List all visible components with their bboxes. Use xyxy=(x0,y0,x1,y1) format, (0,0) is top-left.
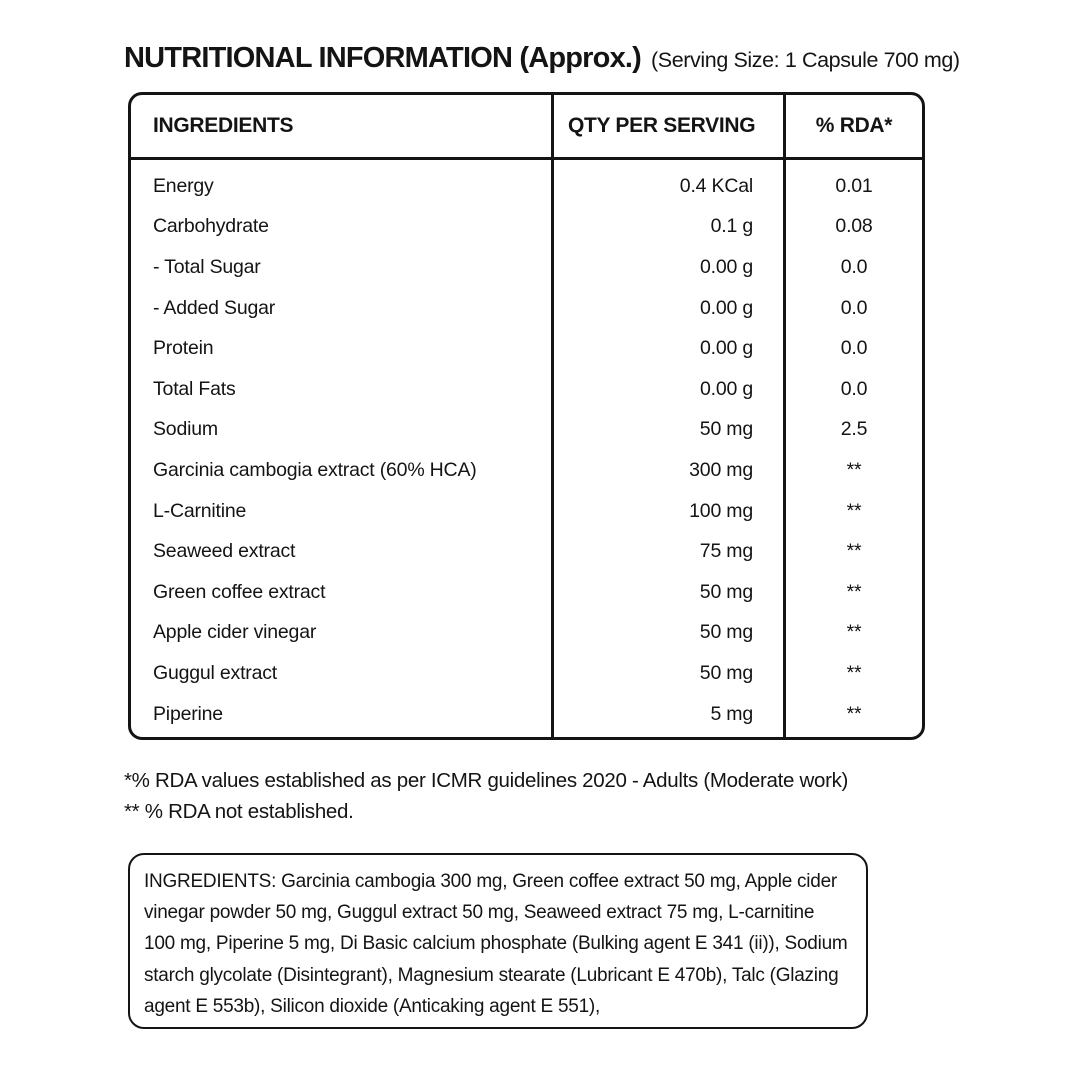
column-header-qty-per-serving: QTY PER SERVING xyxy=(568,114,756,137)
ingredient-name: Energy xyxy=(153,174,214,197)
column-divider-1 xyxy=(551,95,554,737)
ingredient-name: Carbohydrate xyxy=(153,215,269,238)
ingredient-qty: 0.00 g xyxy=(699,377,753,400)
ingredient-rda: 0.0 xyxy=(840,337,868,360)
ingredient-name: Protein xyxy=(153,337,214,360)
ingredient-name: Seaweed extract xyxy=(153,540,296,563)
ingredient-qty: 75 mg xyxy=(699,540,753,563)
ingredient-name: Sodium xyxy=(153,418,218,441)
ingredient-rda: 0.0 xyxy=(840,255,868,278)
ingredients-list-text: INGREDIENTS: Garcinia cambogia 300 mg, Green coffee extract 50 mg, Apple cider vinegar powder 50 mg, Guggul extract 50 mg, Seaweed extract 75 mg, L-carnitine 100 mg, Piperine 5 mg, Di Basic calcium phosphate (Bulking agent E 341 (ii)), Sodium starch glycolate (Disintegrant), Magnesium stearate (Lubricant E 470b), Talc (Glazing agent E 553b), Silicon dioxide (Anticaking agent E 551), xyxy=(144,871,848,1017)
ingredient-rda: ** xyxy=(846,621,862,644)
ingredient-qty: 50 mg xyxy=(699,418,753,441)
ingredient-qty: 100 mg xyxy=(689,499,753,522)
table-row xyxy=(131,207,922,248)
table-row xyxy=(131,369,922,410)
ingredient-name: - Added Sugar xyxy=(153,296,276,319)
table-row xyxy=(131,491,922,532)
table-row xyxy=(131,166,922,207)
ingredient-rda: ** xyxy=(846,702,862,725)
ingredient-rda: 0.08 xyxy=(835,215,873,238)
ingredient-rda: 0.0 xyxy=(840,377,868,400)
table-row xyxy=(131,328,922,369)
serving-size-label: (Serving Size: 1 Capsule 700 mg) xyxy=(651,48,960,72)
table-body xyxy=(131,160,922,734)
ingredient-qty: 50 mg xyxy=(699,580,753,603)
ingredient-qty: 50 mg xyxy=(699,661,753,684)
table-row xyxy=(131,450,922,491)
ingredient-name: - Total Sugar xyxy=(153,255,261,278)
nutrition-table xyxy=(128,92,925,740)
column-header-ingredients: INGREDIENTS xyxy=(153,114,294,137)
ingredient-rda: ** xyxy=(846,661,862,684)
table-row xyxy=(131,694,922,735)
table-row xyxy=(131,247,922,288)
page-title: NUTRITIONAL INFORMATION (Approx.) xyxy=(124,42,642,74)
ingredients-box xyxy=(128,853,868,1029)
ingredient-name: Piperine xyxy=(153,702,223,725)
ingredient-name: Apple cider vinegar xyxy=(153,621,317,644)
column-divider-2 xyxy=(783,95,786,737)
ingredient-name: Green coffee extract xyxy=(153,580,326,603)
ingredient-qty: 0.1 g xyxy=(710,215,753,238)
table-row xyxy=(131,410,922,451)
page-title-row xyxy=(124,42,960,75)
ingredient-rda: ** xyxy=(846,499,862,522)
footnote-rda-established: *% RDA values established as per ICMR guidelines 2020 - Adults (Moderate work) xyxy=(124,769,849,792)
footnotes xyxy=(124,765,848,827)
ingredient-qty: 50 mg xyxy=(699,621,753,644)
ingredient-rda: 0.0 xyxy=(840,296,868,319)
table-row xyxy=(131,531,922,572)
ingredient-qty: 0.00 g xyxy=(699,296,753,319)
ingredient-rda: 2.5 xyxy=(840,418,868,441)
ingredient-name: Garcinia cambogia extract (60% HCA) xyxy=(153,458,477,481)
ingredient-qty: 0.4 KCal xyxy=(679,174,753,197)
table-header-row xyxy=(131,95,922,160)
ingredient-name: L-Carnitine xyxy=(153,499,247,522)
column-header-rda: % RDA* xyxy=(815,114,893,137)
ingredient-rda: ** xyxy=(846,580,862,603)
ingredient-qty: 300 mg xyxy=(689,458,753,481)
ingredient-qty: 5 mg xyxy=(710,702,753,725)
ingredient-rda: ** xyxy=(846,458,862,481)
table-row xyxy=(131,653,922,694)
ingredient-name: Total Fats xyxy=(153,377,236,400)
table-row xyxy=(131,572,922,613)
table-row xyxy=(131,288,922,329)
footnote-rda-not-established: ** % RDA not established. xyxy=(124,800,354,823)
ingredient-rda: 0.01 xyxy=(835,174,873,197)
ingredient-qty: 0.00 g xyxy=(699,255,753,278)
ingredient-rda: ** xyxy=(846,540,862,563)
ingredient-name: Guggul extract xyxy=(153,661,278,684)
ingredient-qty: 0.00 g xyxy=(699,337,753,360)
table-row xyxy=(131,613,922,654)
